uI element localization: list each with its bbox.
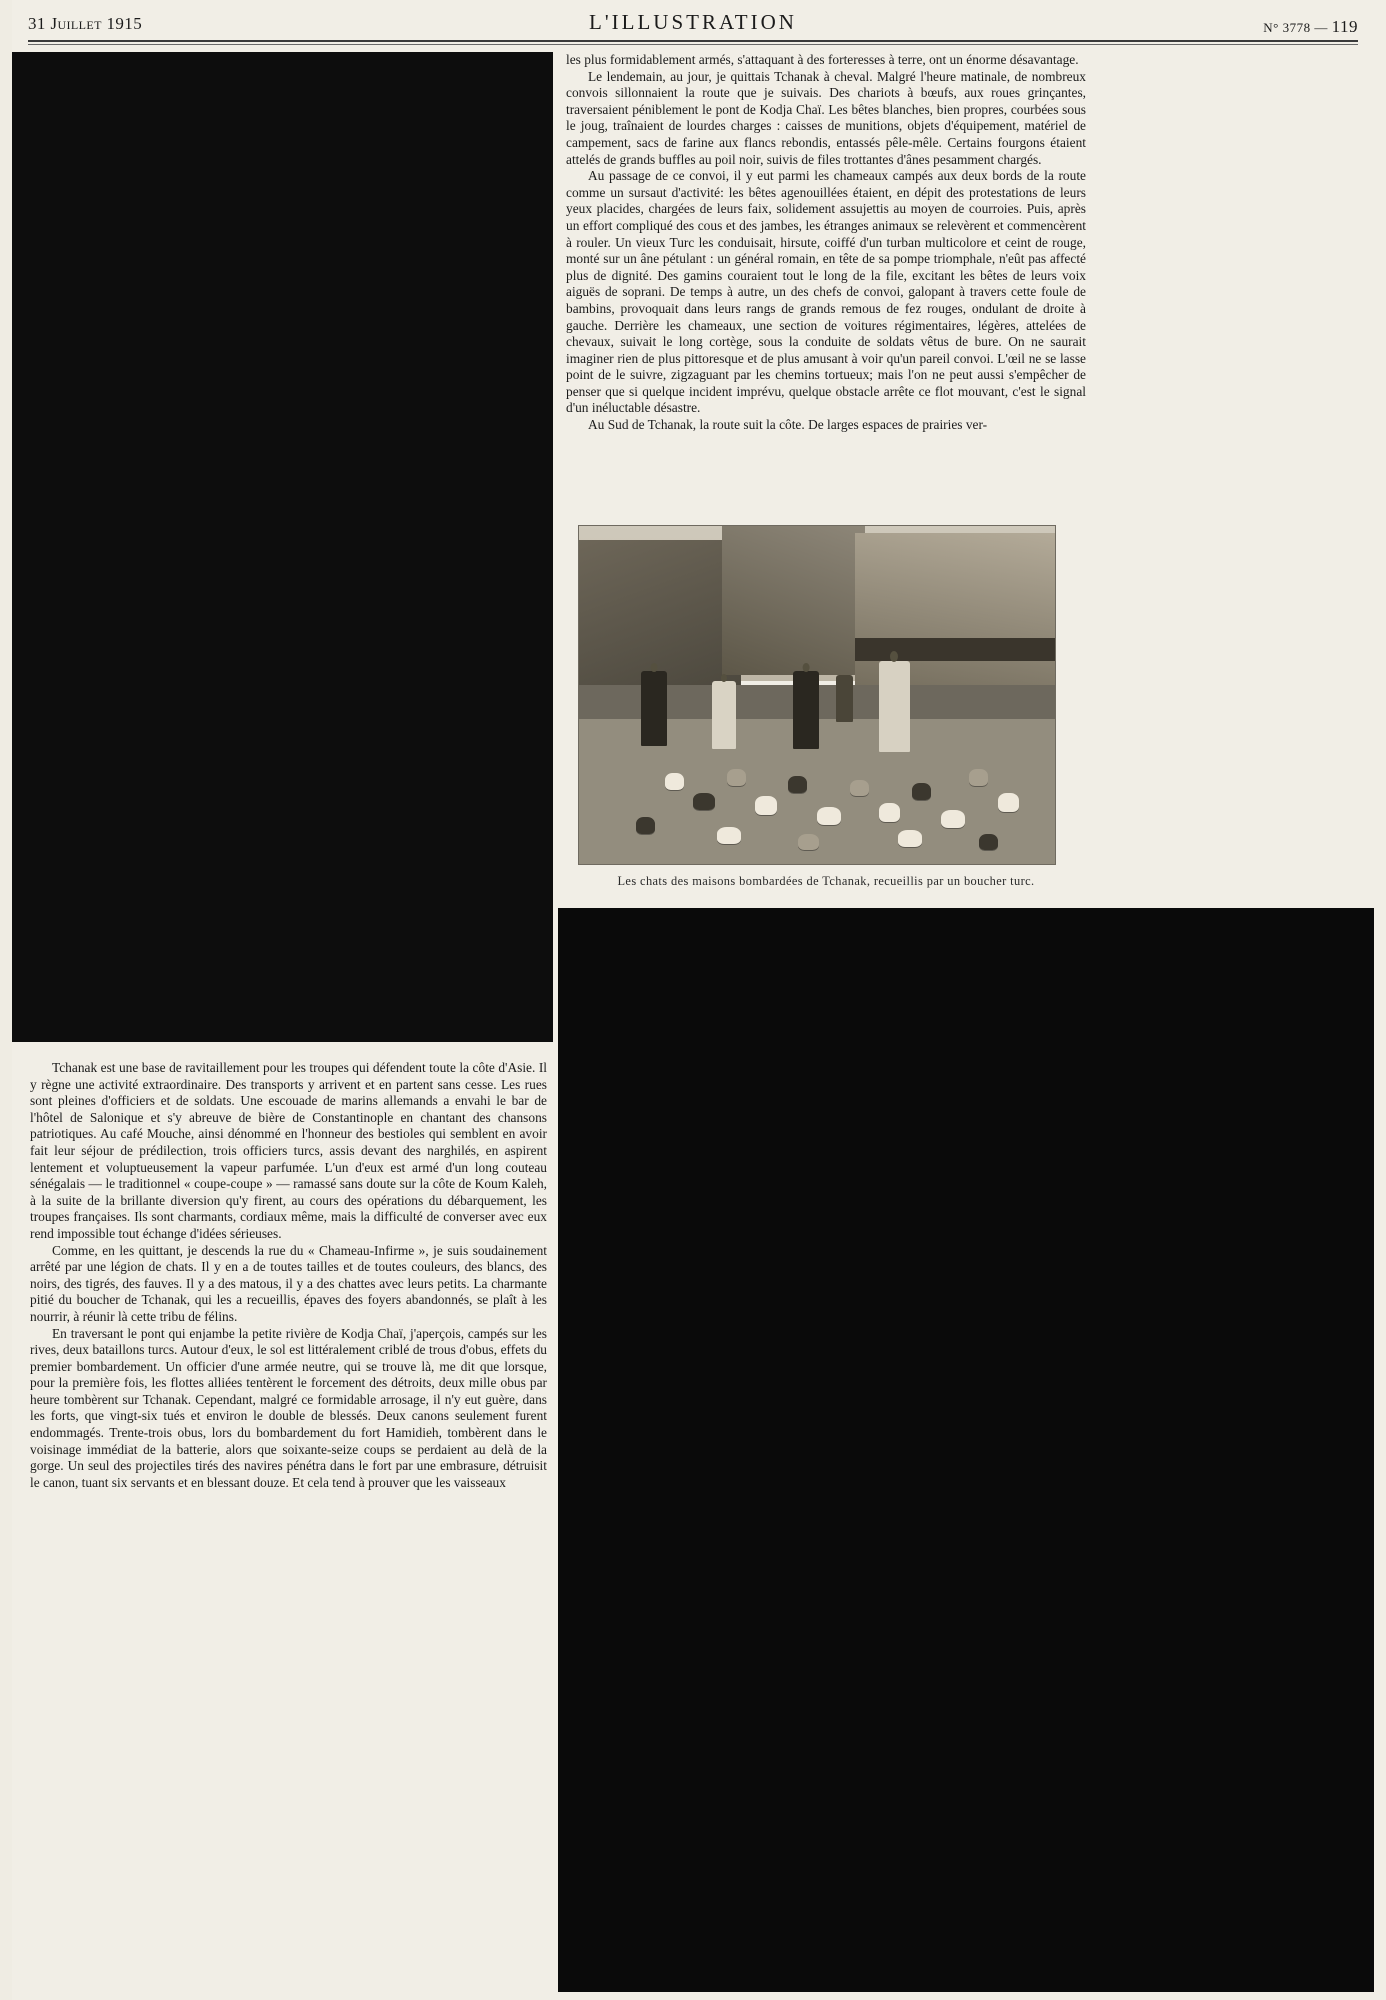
dash-separator: — bbox=[1314, 20, 1328, 35]
photo-butcher-figure bbox=[879, 661, 910, 752]
paragraph: les plus formidablement armés, s'attaquant à des forteresses à terre, ont un énorme désavantage. bbox=[566, 52, 1079, 67]
header-rule-thin bbox=[28, 44, 1358, 45]
photo-figure-2 bbox=[712, 681, 736, 749]
paragraph: Le lendemain, au jour, je quittais Tchanak à cheval. Malgré l'heure matinale, de nombreux convois sillonnaient la route que je suivais. Des chariots à bœufs, aux roues grinçantes, traversaient péniblement le pont de Kodja Chaï. Les bêtes blanches, bien propres, courbées sous le joug, traînaient de lourdes charges : caisses de munitions, objets d'équipement, matériel de campement, sacs de farine aux flancs rebondis, entassés pêle-mêle. Certains fourgons étaient attelés de grands buffles au poil noir, suivis de files trottantes d'ânes pesamment chargés. bbox=[566, 68, 1086, 167]
photo-building-middle bbox=[722, 526, 865, 675]
photo-figure-1 bbox=[641, 671, 667, 745]
photo-cat bbox=[755, 796, 776, 815]
publication-title: L'ILLUSTRATION bbox=[589, 10, 797, 34]
issue-number: 3778 bbox=[1282, 20, 1311, 35]
photo-plate-left bbox=[12, 52, 553, 1042]
page-left-margin bbox=[0, 0, 12, 2000]
issue-prefix: N° bbox=[1263, 20, 1279, 35]
photo-figure-head bbox=[803, 663, 810, 672]
header-rule-thick bbox=[28, 40, 1358, 42]
photo-caption: Les chats des maisons bombardées de Tchanak, recueillis par un boucher turc. bbox=[617, 874, 1035, 888]
photo-cat bbox=[788, 776, 807, 793]
photo-cat bbox=[727, 769, 746, 786]
photo-cat bbox=[898, 830, 922, 847]
photo-cat bbox=[665, 773, 684, 790]
street-scene-photo bbox=[578, 525, 1056, 865]
article-column-right bbox=[566, 52, 1086, 434]
paragraph: Au passage de ce convoi, il y eut parmi les chameaux campés aux deux bords de la route comme un sursaut d'activité: les bêtes agenouillées étaient, en dépit des protestations de leurs yeux placides, chargées de leurs faix, solidement assujettis au moyen de courroies. Puis, après un effort compliqué des cous et des jambes, les étranges animaux se relevèrent et commencèrent à rouler. Un vieux Turc les conduisait, hirsute, coiffé d'un turban multicolore et ceint de rouge, monté sur un âne pétulant : un général romain, en tête de sa pompe triomphale, n'eût pas affecté plus de dignité. Des gamins couraient tout le long de la file, excitant les bêtes de leurs voix aiguës de soprani. De temps à autre, un des chefs de convoi, galopant à travers cette foule de bambins, provoquait dans leurs rangs de grands remous de fez rouges, ondulant de droite à gauche. Derrière les chameaux, une section de voitures régimentaires, légères, attelées de chevaux, suivait le long cortège, sous la conduite de soldats vêtus de bure. On ne saurait imaginer rien de plus pittoresque et de plus amusant à voir qu'un pareil convoi. L'œil ne se lasse point de le suivre, zigzaguant par les chemins tortueux; mais l'on ne peut aussi s'empêcher de penser que si quelque incident imprévu, quelque obstacle arrête ce flot mouvant, c'est le signal d'un inéluctable désastre. bbox=[566, 168, 1086, 416]
page-header bbox=[28, 8, 1358, 42]
photo-cat bbox=[941, 810, 965, 829]
issue-date: 31 Juillet 1915 bbox=[28, 14, 143, 33]
photo-figure-head bbox=[721, 674, 727, 682]
photo-cat bbox=[879, 803, 900, 822]
photo-cat bbox=[717, 827, 741, 844]
paragraph: Comme, en les quittant, je descends la rue du « Chameau-Infirme », je suis soudainement arrêté par une légion de chats. Il y en a de toutes tailles et de toutes couleurs, des blancs, des noirs, des tigrés, des fauves. Il y a des matous, il y a des chattes avec leurs petits. La charmante pitié du boucher de Tchanak, qui les a recueillis, épaves des foyers abandonnés, se plaît à les nourrir, à réunir là cette tribu de félins. bbox=[30, 1242, 547, 1324]
page-number: 119 bbox=[1331, 17, 1358, 36]
photo-cat bbox=[636, 817, 655, 834]
photo-cat bbox=[998, 793, 1019, 812]
article-column-left bbox=[30, 1060, 547, 1491]
photo-figure-head bbox=[651, 663, 658, 672]
photo-cat bbox=[912, 783, 931, 800]
photo-cat bbox=[969, 769, 988, 786]
paragraph: En traversant le pont qui enjambe la petite rivière de Kodja Chaï, j'aperçois, campés sur les rives, deux bataillons turcs. Autour d'eux, le sol est littéralement criblé de trous d'obus, effets du premier bombardement. Un officier d'une armée neutre, qui se trouve là, me dit que lorsque, pour la première fois, les flottes alliées tentèrent le forcement des détroits, deux mille obus par heure tombèrent sur Tchanak. Cependant, malgré ce formidable arrosage, il n'y eut guère, dans les forts, que vingt-six tués et environ le double de blessés. Deux canons seulement furent endommagés. Trente-trois obus, lors du bombardement du fort Hamidieh, tombèrent dans le voisinage immédiat de la batterie, alors que soixante-seize coups se perdaient au delà de la gorge. Un seul des projectiles tirés des navires pénétra dans le fort par une embrasure, détruisit le canon, tuant six servants et en blessant douze. Et cela tend à prouver que les vaisseaux bbox=[30, 1325, 547, 1490]
issue-and-page bbox=[1263, 17, 1358, 37]
photo-plate-bottom bbox=[558, 908, 1374, 1992]
paragraph: Au Sud de Tchanak, la route suit la côte. De larges espaces de prairies ver- bbox=[588, 417, 988, 433]
photo-cat bbox=[693, 793, 714, 810]
photo-awning bbox=[855, 638, 1056, 662]
photo-figure-3 bbox=[793, 671, 819, 749]
paragraph: Tchanak est une base de ravitaillement pour les troupes qui défendent toute la côte d'Asie. Il y règne une activité extraordinaire. Des transports y arrivent et en partent sans cesse. Les rues sont pleines d'officiers et de soldats. Une escouade de marins allemands a envahi le bar de l'hôtel de Salonique et s'y abreuve de bière de Constantinople en chantant des chansons patriotiques. Au café Mouche, ainsi dénommé en l'honneur des bestioles qui semblent en avoir fait leur séjour de prédilection, trois officiers turcs, assis devant des narghilés, en aspirent lentement et voluptueusement la vapeur parfumée. L'un d'eux est armé d'un long couteau sénégalais — le traditionnel « coupe-coupe » — ramassé sans doute sur la côte de Koum Kaleh, à la suite de la brillante diversion qu'y firent, au cours des opérations du débarquement, les troupes françaises. Ils sont charmants, cordiaux même, mais la difficulté de converser avec eux rend impossible tout échange d'idées sérieuses. bbox=[30, 1060, 547, 1241]
photo-cat bbox=[798, 834, 819, 851]
photo-figure-head bbox=[890, 651, 898, 662]
photo-cat bbox=[979, 834, 998, 851]
photo-figure-4 bbox=[836, 675, 853, 722]
photo-cat bbox=[850, 780, 869, 797]
photo-cat bbox=[817, 807, 841, 826]
